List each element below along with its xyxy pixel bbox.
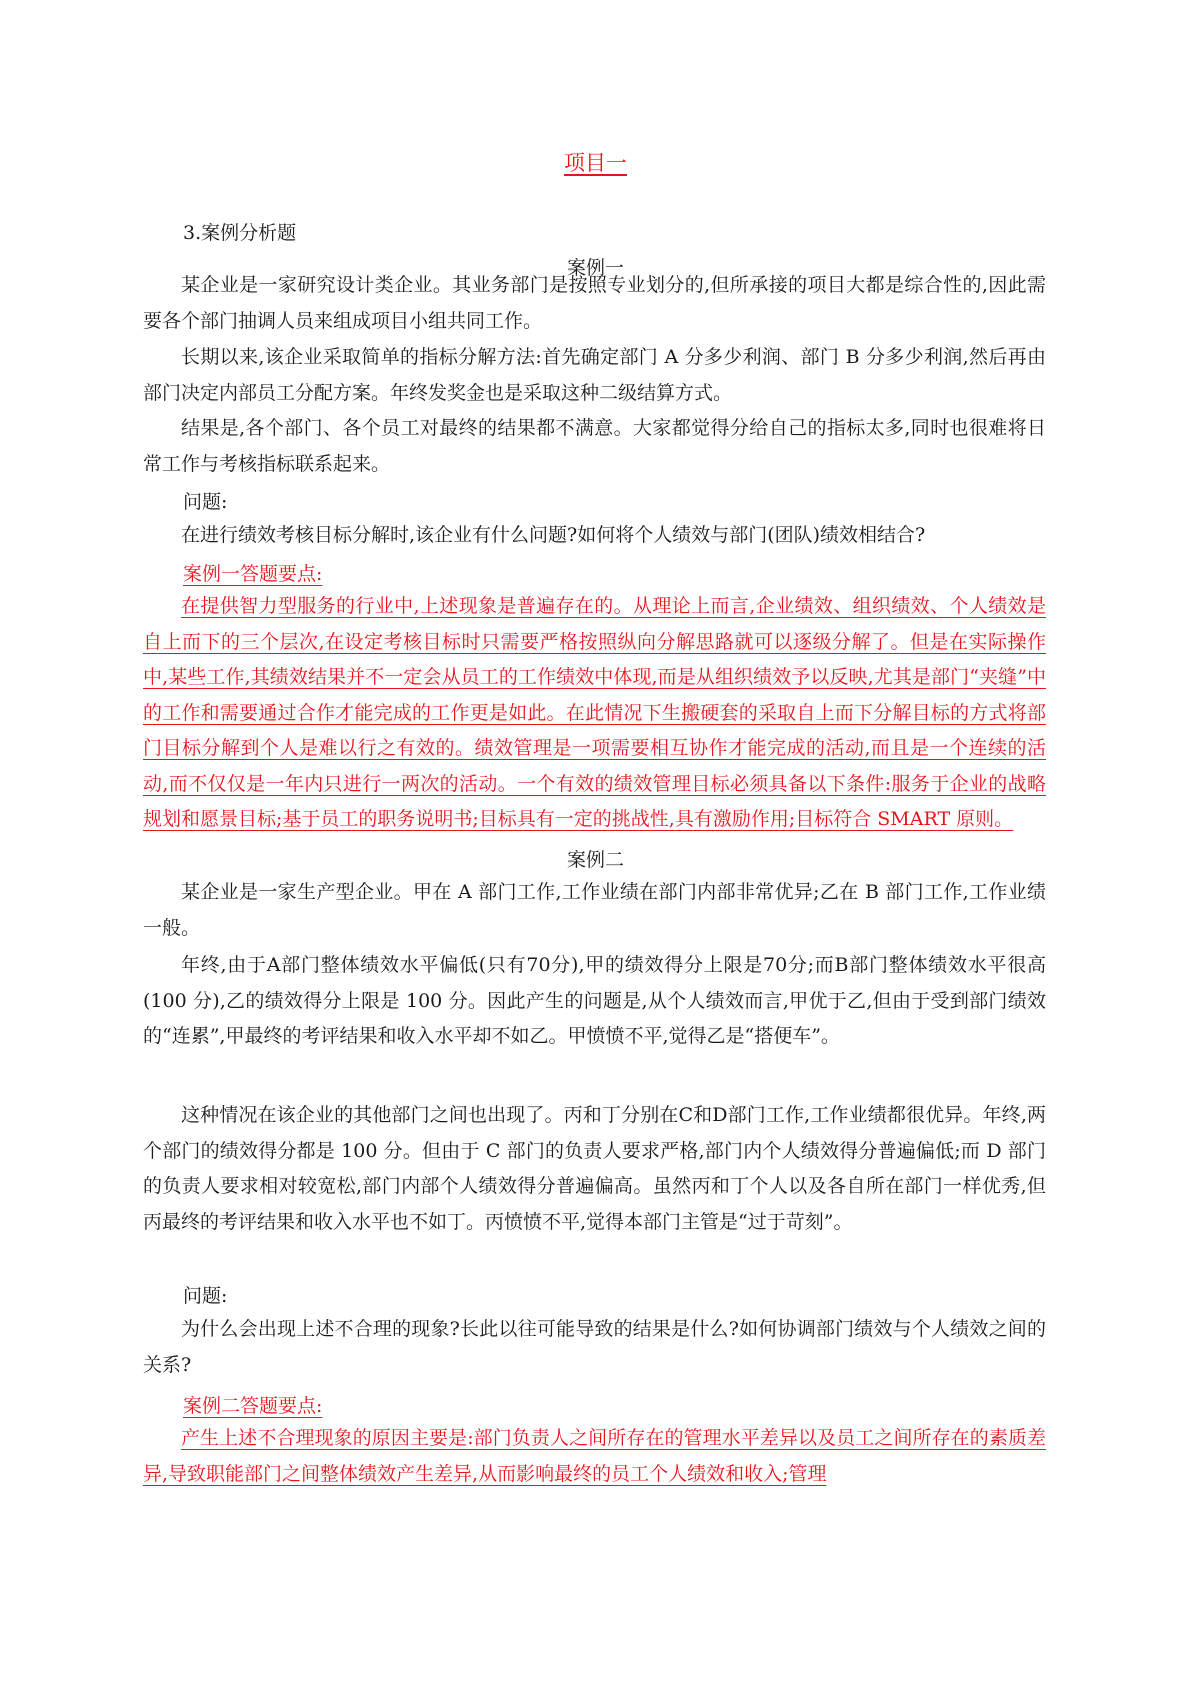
case1-answer-label: 案例一答题要点: [183,563,323,585]
case2-title: 案例二 [566,849,624,871]
case1-question-label: 问题: [183,491,228,513]
case1-paragraph-3: 结果是,各个部门、各个员工对最终的结果都不满意。大家都觉得分给自己的指标太多,同时也很难将日常工作与考核指标联系起来。 [143,417,1046,475]
case2-question-label: 问题: [183,1285,228,1307]
case2-question: 为什么会出现上述不合理的现象?长此以往可能导致的结果是什么?如何协调部门绩效与个人绩效之间的关系? [143,1318,1046,1376]
case2-paragraph-3: 这种情况在该企业的其他部门之间也出现了。丙和丁分别在C和D部门工作,工作业绩都很优异。年终,两个部门的绩效得分都是 100 分。但由于 C 部门的负责人要求严格,部门内个人绩效得分普遍偏低;而 D 部门的负责人要求相对较宽松,部门内部个人绩效得分普遍偏高。虽然丙和丁个人以及各自所在部门一样优秀,但丙最终的考评结果和收入水平也不如丁。丙愤愤不平,觉得本部门主管是“过于苛刻”。 [143,1104,1046,1233]
case1-title: 案例一 [566,257,624,279]
page-title: 项目一 [564,151,627,175]
case1-question: 在进行绩效考核目标分解时,该企业有什么问题?如何将个人绩效与部门(团队)绩效相结合? [181,524,926,546]
case2-answer: 产生上述不合理现象的原因主要是:部门负责人之间所存在的管理水平差异以及员工之间所存在的素质差异,导致职能部门之间整体绩效产生差异,从而影响最终的员工个人绩效和收入;管理 [143,1427,1046,1485]
case1-answer: 在提供智力型服务的行业中,上述现象是普遍存在的。从理论上而言,企业绩效、组织绩效、个人绩效是自上而下的三个层次,在设定考核目标时只需要严格按照纵向分解思路就可以逐级分解了。但是在实际操作中,某些工作,其绩效结果并不一定会从员工的工作绩效中体现,而是从组织绩效予以反映,尤其是部门“夹缝”中的工作和需要通过合作才能完成的工作更是如此。在此情况下生搬硬套的采取自上而下分解目标的方式将部门目标分解到个人是难以行之有效的。绩效管理是一项需要相互协作才能完成的活动,而且是一个连续的活动,而不仅仅是一年内只进行一两次的活动。一个有效的绩效管理目标必须具备以下条件:服务于企业的战略规划和愿景目标;基于员工的职务说明书;目标具有一定的挑战性,具有激励作用;目标符合 SMART 原则。 [143,595,1046,830]
section-heading: 3.案例分析题 [183,222,297,244]
case1-paragraph-1: 某企业是一家研究设计类企业。其业务部门是按照专业划分的,但所承接的项目大都是综合性的,因此需要各个部门抽调人员来组成项目小组共同工作。 [143,274,1046,332]
case1-paragraph-2: 长期以来,该企业采取简单的指标分解方法:首先确定部门 A 分多少利润、部门 B 分多少利润,然后再由部门决定内部员工分配方案。年终发奖金也是采取这种二级结算方式。 [143,346,1046,404]
case2-answer-label: 案例二答题要点: [183,1395,323,1417]
case2-paragraph-2: 年终,由于A部门整体绩效水平偏低(只有70分),甲的绩效得分上限是70分;而B部门整体绩效水平很高(100 分),乙的绩效得分上限是 100 分。因此产生的问题是,从个人绩效而言,甲优于乙,但由于受到部门绩效的“连累”,甲最终的考评结果和收入水平却不如乙。甲愤愤不平,觉得乙是“搭便车”。 [143,954,1046,1047]
case2-paragraph-1: 某企业是一家生产型企业。甲在 A 部门工作,工作业绩在部门内部非常优异;乙在 B 部门工作,工作业绩一般。 [143,881,1046,939]
